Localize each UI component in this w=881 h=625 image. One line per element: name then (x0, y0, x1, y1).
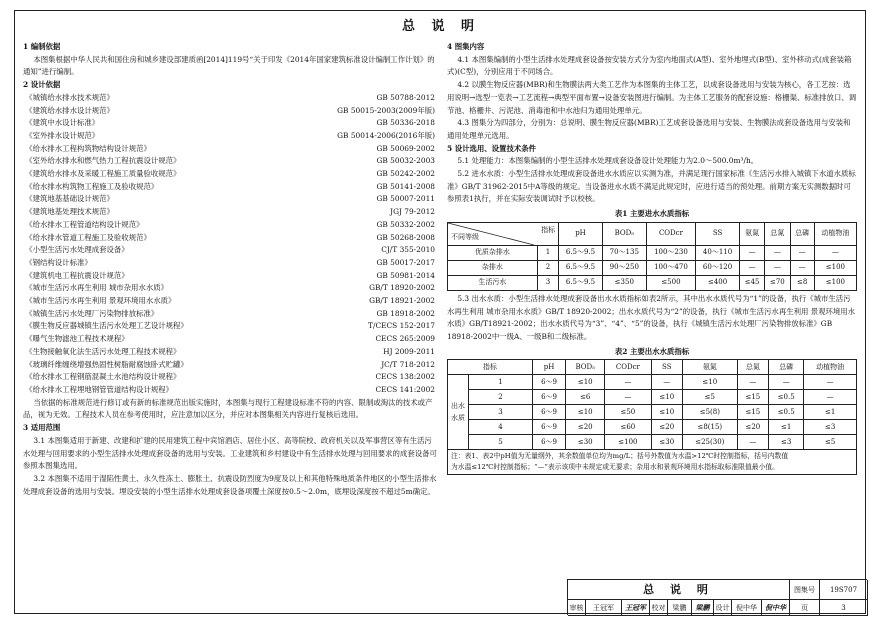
section-5-3: 5.3 出水水质：小型生活排水处理成套设备出水水质指标如表2所示，其中出水水质代号为“1”的设备，执行《城市生活污水再生利用 城市杂用水水质》GB/T 18920-2002；出水水质代号为“2”的设备，执行《城市生活污水再生利用 景观环境用水水质》GB/T18921-2002；出水水质代号为“3”、“4”、“5”的设备，执行《城镇生活污水处理厂污染物排放标准》GB 18918-2002中一级A、一级B和二级标准。 (447, 293, 856, 341)
table2-cell: — (737, 435, 769, 450)
standard-code: JGJ 79-2012 (390, 207, 435, 217)
standard-item (23, 232, 437, 245)
standard-code: GB 50032-2003 (376, 156, 435, 166)
table1-cell: 70～135 (602, 245, 646, 260)
table2-quality-code: 4 (469, 420, 533, 435)
table1-cell: 6.5～9.5 (559, 260, 603, 275)
table1-header: 总氮 (765, 222, 790, 245)
table2-cell: ≤100 (605, 435, 651, 450)
standard-code: CECS 141:2002 (375, 384, 435, 394)
table2-header: 氨氮 (683, 360, 738, 375)
drawing-frame (14, 10, 866, 614)
table2-cell: ≤3 (804, 420, 857, 435)
table1-header: SS (696, 222, 740, 245)
section-2-heading: 2 设计依据 (23, 80, 61, 90)
standard-item (23, 257, 437, 270)
designer-name: 倪中华 (732, 600, 762, 616)
standard-item (23, 282, 437, 295)
checker-signature: 梁鹏 (692, 600, 714, 616)
table2-cell: 6～9 (532, 420, 565, 435)
table2-quality-code: 1 (469, 375, 533, 390)
table1-header: 动植物油 (814, 222, 856, 245)
table2-cell: — (651, 375, 683, 390)
table2-cell: ≤15 (737, 405, 769, 420)
table1-cell: ≤350 (602, 275, 646, 290)
table2-row (448, 420, 857, 435)
designer-signature: 倪中华 (762, 600, 790, 616)
table1-cell: 100～230 (646, 245, 695, 260)
table1-header: 总磷 (790, 222, 814, 245)
section-4-3: 4.3 图集分为四部分，分别为：总说明、膜生物反应器(MBR)工艺成套设备选用与安装、生物膜法成套设备选用与安装和通用处理单元选用。 (447, 118, 851, 140)
table1-cell: — (739, 260, 764, 275)
left-column (23, 41, 437, 498)
table1-header: CODcr (646, 222, 695, 245)
table2-cell: ≤5(8) (683, 405, 738, 420)
table2-cell: — (737, 375, 769, 390)
table2-cell: ≤10 (683, 375, 738, 390)
table2-row (448, 435, 857, 450)
table1-cell: — (739, 245, 764, 260)
standard-name: 《建筑中水设计标准》 (25, 118, 100, 128)
table2-cell: ≤20 (737, 420, 769, 435)
table1-cell: 6.5～9.5 (559, 275, 603, 290)
table1-cell: 100～470 (646, 260, 695, 275)
section-3-heading: 3 适用范围 (23, 423, 61, 433)
standard-name: 《城市生活污水再生利用 城市杂用水水质》 (25, 283, 168, 293)
standard-code: GB 50015-2003(2009年版) (337, 105, 435, 115)
standard-code: GB/T 18920-2002 (369, 283, 435, 293)
standard-name: 《给水排水工程埋地钢管管道结构设计规程》 (25, 384, 174, 394)
standard-name: 《给水排水构筑物工程施工及验收规范》 (25, 181, 159, 191)
standard-code: GB 50141-2008 (376, 181, 435, 191)
table1-cell: ≤100 (814, 275, 856, 290)
section-3-1: 3.1 本图集适用于新建、改建和扩建的民用建筑工程中宾馆酒店、居住小区、高等院校、政府机关以及军事营区等有生活污水处理与回用要求的小型生活排水处理成套设备的选用与安装。工业建筑和乡村建设中有生活排水处理与回用要求的成套设备可参照本图集选用。 (23, 435, 437, 471)
standard-name: 《城镇生活污水处理厂污染物排放标准》 (25, 308, 159, 318)
table2-cell: ≤10 (651, 405, 683, 420)
table2-row (448, 390, 857, 405)
check-label: 校对 (650, 600, 668, 616)
table1-cell: 6.5～9.5 (559, 245, 603, 260)
section-1-text: 本图集根据中华人民共和国住房和城乡建设部建质函[2014]119号“关于印发《2014年国家建筑标准设计编制工作计划》的通知”进行编制。 (23, 54, 435, 77)
standards-list (23, 92, 437, 397)
standard-item (23, 105, 437, 118)
table2-cell: 6～9 (532, 435, 565, 450)
table2-cell: ≤20 (651, 420, 683, 435)
page-label: 页 (790, 600, 820, 616)
standard-name: 《生物接触氧化法生活污水处理工程技术规程》 (25, 346, 181, 356)
table1-inflow-quality (447, 222, 857, 291)
title-block-name: 总 说 明 (568, 580, 790, 600)
table1-cell: — (765, 260, 790, 275)
standard-code: GB 50268-2008 (376, 232, 435, 242)
standard-name: 《给水排水工程管道结构设计规范》 (25, 219, 144, 229)
table1-grade-no: 2 (537, 260, 558, 275)
standard-code: HJ 2009-2011 (383, 346, 435, 356)
table2-cell: ≤1 (769, 420, 804, 435)
table2-cell: — (605, 375, 651, 390)
standard-code: GB 50788-2012 (376, 92, 435, 102)
standard-code: GB 50336-2018 (376, 118, 435, 128)
standard-item (23, 346, 437, 359)
standard-name: 《建筑地基处理技术规范》 (25, 207, 114, 217)
table2-cell: ≤0.5 (769, 390, 804, 405)
table2-header: SS (651, 360, 683, 375)
table2-cell: 6～9 (532, 405, 565, 420)
table1-grade: 杂排水 (448, 260, 538, 275)
section-5-heading: 5 设计选用、设置技术条件 (447, 143, 537, 153)
standard-name: 《给水排水工程构筑物结构设计规范》 (25, 143, 151, 153)
table2-cell: — (769, 375, 804, 390)
table1-cell: — (765, 245, 790, 260)
table2-cell: ≤25(30) (683, 435, 738, 450)
standard-code: GB 50014-2006(2016年版) (337, 130, 435, 140)
standard-item (23, 244, 437, 257)
standard-name: 《给水排水工程钢筋混凝土水池结构设计规程》 (25, 372, 181, 382)
table2-cell: 6～9 (532, 375, 565, 390)
standard-item (23, 193, 437, 206)
table2-cell: ≤8(15) (683, 420, 738, 435)
table1-corner (448, 222, 559, 245)
standard-name: 《建筑机电工程抗震设计规范》 (25, 270, 129, 280)
table2-cell: — (605, 390, 651, 405)
title-block (567, 579, 867, 615)
table1-header: BOD₅ (602, 222, 646, 245)
table-note (447, 450, 857, 475)
review-label: 审核 (568, 600, 586, 616)
standard-name: 《给水排水管道工程施工及验收规范》 (25, 232, 151, 242)
table-note-line1: 注：表1、表2中pH值为无量纲外，其余数值单位均为mg/L；括号外数值为水温>12℃时控制指标，括号内数值 (451, 452, 789, 461)
standard-item (23, 219, 437, 232)
table1-cell: ≤45 (739, 275, 764, 290)
standard-name: 《钢结构设计标准》 (25, 257, 92, 267)
table2-header: 动植物油 (804, 360, 857, 375)
atlas-label: 图集号 (790, 580, 820, 600)
table2-cell: ≤5 (804, 435, 857, 450)
table2-side-label: 出水水质 (448, 375, 469, 450)
table2-cell: ≤0.5 (769, 405, 804, 420)
standard-code: GB 50981-2014 (376, 270, 435, 280)
table2-header: pH (532, 360, 565, 375)
standard-code: CJ/T 355-2010 (381, 245, 435, 255)
standard-item (23, 384, 437, 397)
section-4-heading: 4 图集内容 (447, 42, 485, 51)
standard-item (23, 143, 437, 156)
section-4-1: 4.1 本图集编制的小型生活排水处理成套设备按安装方式分为室内地面式(A型)、室外地埋式(B型)、室外移动式(成套装箱式)(C型)，分别应用于不同场合。 (447, 54, 852, 77)
section-5-1: 5.1 处理能力：本图集编制的小型生活排水处理成套设备设计处理能力为2.0～500.0m³/h。 (457, 156, 759, 166)
table2-cell: ≤6 (566, 390, 605, 405)
table2-row (448, 375, 857, 390)
table1-caption: 表1 主要进水水质指标 (614, 209, 690, 219)
standard-code: GB 50242-2002 (376, 169, 435, 179)
table2-corner: 指标 (448, 360, 533, 375)
table2-quality-code: 5 (469, 435, 533, 450)
standard-item (23, 371, 437, 384)
standard-item (23, 359, 437, 372)
table1-cell: — (814, 245, 856, 260)
table2-header: 总氮 (737, 360, 769, 375)
standard-item (23, 168, 437, 181)
table2-quality-code: 3 (469, 405, 533, 420)
table2-cell: — (804, 375, 857, 390)
standard-item (23, 308, 437, 321)
reviewer-name: 王冠军 (586, 600, 622, 616)
right-column (447, 41, 857, 475)
table-note-line2: 为水温≤12℃时控制指标；“—”表示该项中未规定或无要求；杂用水和景观环境用水指标取标准限值最小值。 (451, 463, 779, 472)
standard-code: GB 50069-2002 (376, 143, 435, 153)
table2-cell: — (804, 390, 857, 405)
table1-header: pH (559, 222, 603, 245)
table2-caption: 表2 主要出水水质指标 (614, 346, 690, 356)
table1-cell: — (790, 245, 814, 260)
table2-cell: ≤10 (566, 375, 605, 390)
standard-name: 《城镇给水排水技术规范》 (25, 92, 114, 102)
table1-cell: ≤400 (696, 275, 740, 290)
section-4-2: 4.2 以膜生物反应器(MBR)和生物膜法两大类工艺作为本图集的主体工艺，以成套设备选用与安装为核心，各工艺按：选用说明→选型一览表→工艺流程→典型平面布置→设备安装图进行编制。为主体工艺服务的配套设施：格栅渠、标准排放口、调节池、格栅井、污泥池、消毒池和中水池归为通用处理单元。 (447, 80, 857, 115)
standard-code: GB/T 18921-2002 (369, 296, 435, 306)
standard-item (23, 333, 437, 346)
table1-header: 氨氮 (739, 222, 764, 245)
table1-cell: — (790, 260, 814, 275)
standard-name: 《膜生物反应器城镇生活污水处理工艺设计规程》 (25, 321, 188, 331)
table1-grade-no: 3 (537, 275, 558, 290)
table1-cell: ≤100 (814, 260, 856, 275)
standard-name: 《室外给水排水和燃气热力工程抗震设计规范》 (25, 156, 181, 166)
standard-item (23, 155, 437, 168)
standard-item (23, 320, 437, 333)
standard-item (23, 117, 437, 130)
table2-cell: ≤30 (566, 435, 605, 450)
standard-code: CECS 138:2002 (375, 372, 435, 382)
table1-cell: ≤70 (765, 275, 790, 290)
page-title: 总 说 明 (401, 19, 481, 34)
standard-item (23, 181, 437, 194)
table1-corner-bottom: 不同等级 (451, 233, 479, 242)
table2-header: BOD₅ (566, 360, 605, 375)
standard-name: 《小型生活污水处理成套设备》 (25, 245, 129, 255)
section-1-heading: 1 编制依据 (23, 42, 61, 51)
table2-cell: ≤60 (605, 420, 651, 435)
section-2-note: 当依据的标准规范进行修订或有新的标准规范出版实施时，本图集与现行工程建设标准不符的内容、限制或淘汰的技术或产品，视为无效。工程技术人员在参考使用时，应注意加以区分，并应对本图集相关内容进行复核后选用。 (23, 397, 433, 420)
atlas-number: 19S707 (820, 580, 868, 600)
table2-outflow-quality (447, 359, 857, 450)
standard-name: 《建筑给水排水设计规范》 (25, 105, 114, 115)
standard-name: 《室外排水设计规范》 (25, 130, 100, 140)
table1-corner-top: 指标 (541, 225, 556, 234)
standard-code: CECS 265:2009 (375, 334, 435, 344)
standard-item (23, 130, 437, 143)
table1-row (448, 260, 857, 275)
reviewer-signature: 王冠军 (622, 600, 650, 616)
table1-grade: 优质杂排水 (448, 245, 538, 260)
page-number: 3 (820, 600, 868, 616)
table2-row (448, 405, 857, 420)
table2-header: 总磷 (769, 360, 804, 375)
table1-cell: ≤500 (646, 275, 695, 290)
standard-name: 《建筑给水排水及采暖工程施工质量验收规范》 (25, 169, 181, 179)
section-3-2: 3.2 本图集不适用于湿陷性黄土、永久性冻土、膨胀土、抗震设防烈度为9度及以上和其他特殊地质条件地区的小型生活排水处理成套设备的选用与安装。埋设安装的小型生活排水处理成套设备项覆土深度按0.5～2.0m，底埋设深度按不超过5m确定。 (23, 473, 437, 496)
table1-grade-no: 1 (537, 245, 558, 260)
standard-code: T/CECS 152-2017 (368, 321, 435, 331)
checker-name: 梁鹏 (668, 600, 692, 616)
standard-name: 《建筑地基基础设计规范》 (25, 194, 114, 204)
standard-code: GB 18918-2002 (376, 308, 435, 318)
table1-cell: ≤8 (790, 275, 814, 290)
table1-cell: 60～120 (696, 260, 740, 275)
standard-item (23, 206, 437, 219)
table2-header: CODcr (605, 360, 651, 375)
table1-grade: 生活污水 (448, 275, 538, 290)
table2-cell: ≤10 (566, 405, 605, 420)
table2-cell: ≤5 (683, 390, 738, 405)
table2-cell: ≤1 (804, 405, 857, 420)
table2-cell: 6～9 (532, 390, 565, 405)
table2-cell: ≤50 (605, 405, 651, 420)
table2-quality-code: 2 (469, 390, 533, 405)
standard-code: GB 50007-2011 (376, 194, 435, 204)
table2-cell: ≤3 (769, 435, 804, 450)
standard-item (23, 92, 437, 105)
standard-item (23, 295, 437, 308)
table1-cell: 40～110 (696, 245, 740, 260)
standard-code: GB 50332-2002 (376, 219, 435, 229)
standard-name: 《曝气生物滤池工程技术规程》 (25, 334, 129, 344)
table2-cell: ≤30 (651, 435, 683, 450)
table2-cell: ≤15 (737, 390, 769, 405)
table2-cell: ≤20 (566, 420, 605, 435)
table1-cell: 90～250 (602, 260, 646, 275)
standard-name: 《城市生活污水再生利用 景观环境用水水质》 (25, 296, 176, 306)
table2-cell: ≤10 (651, 390, 683, 405)
standard-item (23, 270, 437, 283)
table1-row (448, 245, 857, 260)
standard-code: JC/T 718-2012 (381, 359, 435, 369)
standard-code: GB 50017-2017 (376, 257, 435, 267)
standard-name: 《玻璃纤维缠绕增强热固性树脂耐腐蚀卧式贮罐》 (25, 359, 188, 369)
section-5-2: 5.2 进水水质：小型生活排水处理成套设备进水水质应以实测为准，并满足现行国家标准《生活污水排入城镇下水道水质标准》GB/T 31962-2015中A等级的规定。当设备进水水质不满足此规定时，应进行适当的预处理。前期方案无实测数据时可参照表1执行，并在实际安装调试时予以校核。 (447, 169, 856, 204)
table1-row (448, 275, 857, 290)
design-label: 设计 (714, 600, 732, 616)
